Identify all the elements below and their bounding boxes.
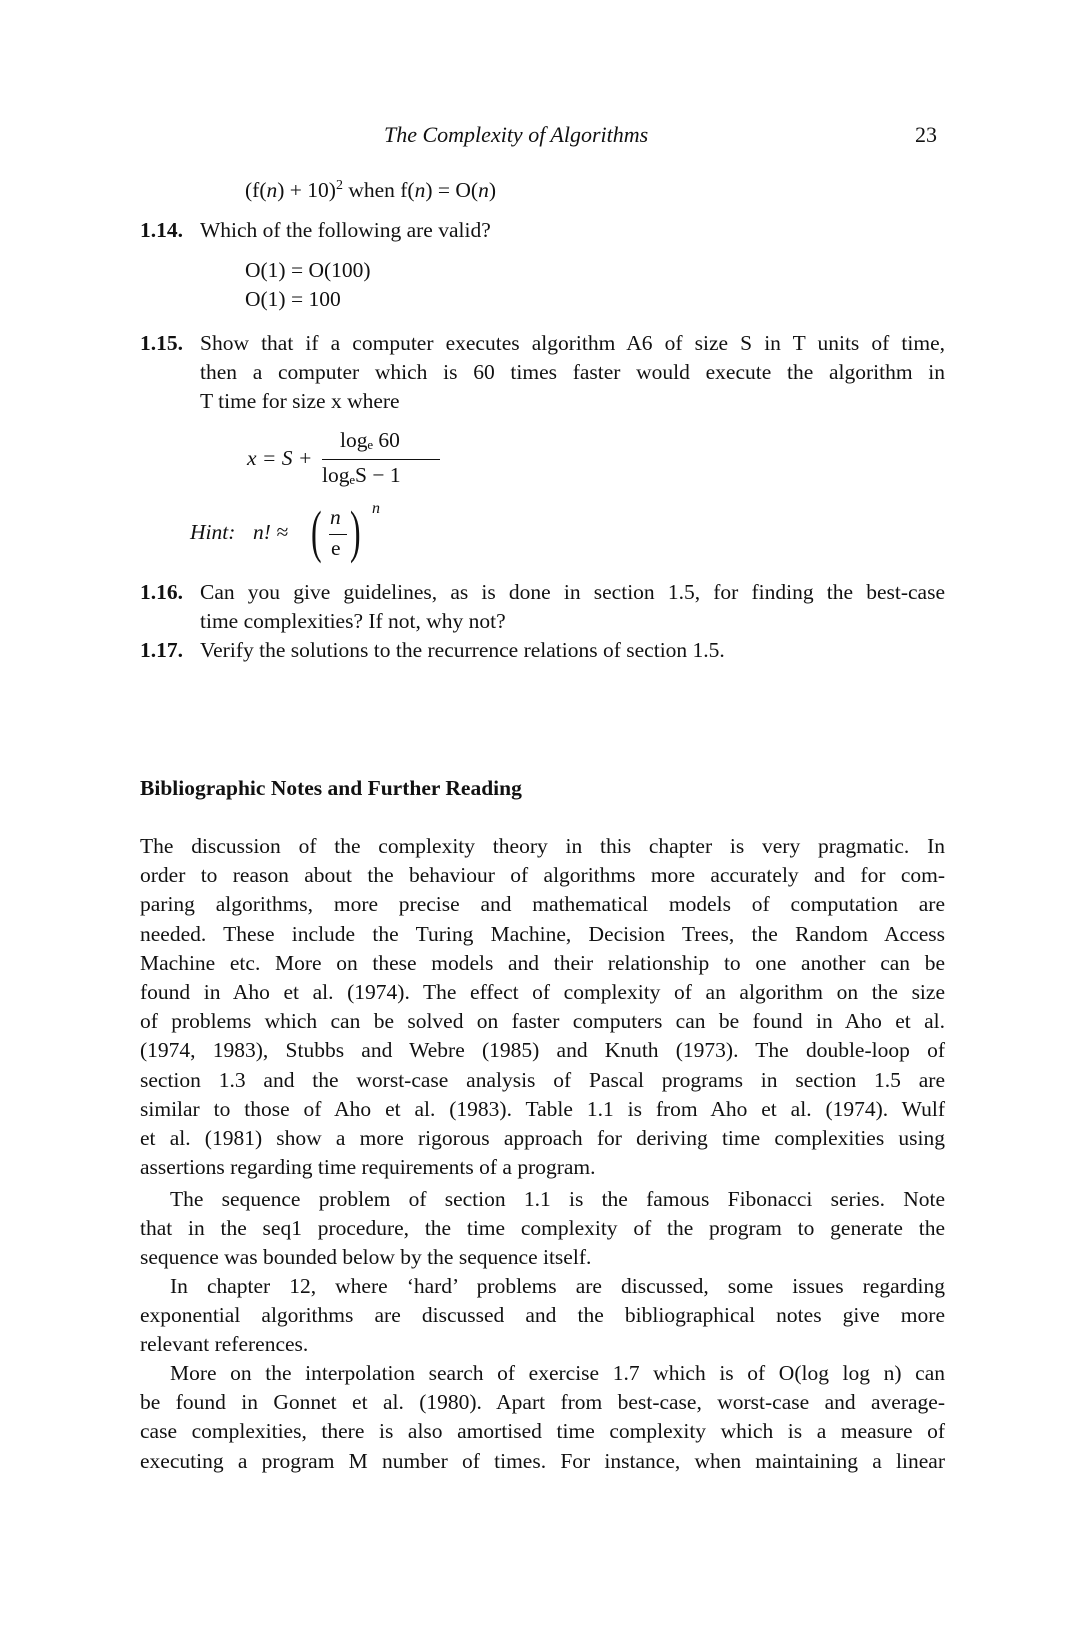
text-line: In chapter 12, where ‘hard’ problems are discussed, some issues regarding	[170, 1274, 945, 1298]
text-line: (1974, 1983), Stubbs and Webre (1985) and Knuth (1973). The double-loop of	[140, 1038, 945, 1063]
text-line: of problems which can be solved on faster computers can be found in Aho et al.	[140, 1009, 945, 1034]
exercise-number: 1.17.	[140, 638, 183, 662]
text-line: found in Aho et al. (1974). The effect of complexity of an algorithm on the size	[140, 980, 945, 1005]
exercise-1-15	[140, 329, 945, 416]
text-line: The sequence problem of section 1.1 is the famous Fibonacci series. Note	[170, 1187, 945, 1211]
exercise-text	[200, 329, 945, 416]
paragraph-2	[140, 1185, 945, 1273]
formula-lhs: x = S +	[247, 446, 313, 470]
paragraph-1	[140, 832, 945, 1182]
paragraph-3	[140, 1272, 945, 1360]
continued-expression: $(f(n) + 10)^2$ when f(n) = O(n)	[245, 178, 496, 203]
exercise-text: Which of the following are valid?	[200, 218, 491, 242]
text-line: similar to those of Aho et al. (1983). Table 1.1 is from Aho et al. (1974). Wulf	[140, 1096, 945, 1121]
exercise-1-17	[140, 636, 945, 665]
running-title: The Complexity of Algorithms	[384, 122, 649, 147]
text-line: Show that if a computer executes algorithm A6 of size S in T units of time,	[200, 331, 945, 355]
big-o-statement-2: O(1) = 100	[245, 287, 341, 311]
text-line: T time for size x where	[200, 389, 400, 413]
text-line: then a computer which is 60 times faster would execute the algorithm in	[200, 360, 945, 384]
text-line: be found in Gonnet et al. (1980). Apart from best-case, worst-case and average-	[140, 1390, 945, 1415]
hint-lhs: n! ≈	[253, 520, 289, 544]
exercise-text	[200, 636, 945, 665]
exercise-1-16	[140, 578, 945, 636]
text-line: paring algorithms, more precise and mathematical models of computation are	[140, 892, 945, 917]
text-line: executing a program M number of times. For instance, when maintaining a linear	[140, 1448, 945, 1473]
exercise-1-14	[140, 216, 945, 245]
text-line: et al. (1981) show a more rigorous approach for deriving time complexities using	[140, 1126, 945, 1151]
exercise-number: 1.15.	[140, 331, 183, 355]
fraction-denominator: logₑS − 1	[322, 463, 401, 487]
fraction-numerator: logₑ 60	[340, 428, 400, 452]
text-line: Machine etc. More on these models and their relationship to one another can be	[140, 950, 945, 975]
big-o-statement-1: O(1) = O(100)	[245, 258, 371, 282]
page-number: 23	[915, 122, 937, 147]
text-line: section 1.3 and the worst-case analysis of Pascal programs in section 1.5 are	[140, 1067, 945, 1092]
text-line: order to reason about the behaviour of algorithms more accurately and for com-	[140, 863, 945, 888]
text-line: exponential algorithms are discussed and the bibliographical notes give more	[140, 1303, 945, 1328]
text-line: assertions regarding time requirements of a program.	[140, 1155, 596, 1180]
text-line: relevant references.	[140, 1332, 309, 1357]
section-heading: Bibliographic Notes and Further Reading	[140, 776, 522, 800]
exercise-number: 1.14.	[140, 218, 183, 242]
hint-exponent: n	[372, 500, 380, 517]
text-line: time complexities? If not, why not?	[200, 609, 506, 633]
text-line: Can you give guidelines, as is done in section 1.5, for finding the best-case	[200, 580, 945, 604]
text-line: More on the interpolation search of exercise 1.7 which is of O(log log n) can	[170, 1361, 945, 1385]
hint-fraction	[327, 505, 351, 565]
text-line: Verify the solutions to the recurrence relations of section 1.5.	[200, 638, 725, 662]
paragraph-4	[140, 1359, 945, 1476]
text-line: sequence was bounded below by the sequence itself.	[140, 1245, 592, 1270]
text-line: case complexities, there is also amortised time complexity which is a measure of	[140, 1419, 945, 1444]
hint-denominator: e	[331, 536, 341, 560]
text-line: that in the seq1 procedure, the time complexity of the program to generate the	[140, 1216, 945, 1241]
text-line: needed. These include the Turing Machine, Decision Trees, the Random Access	[140, 921, 945, 946]
text-line: The discussion of the complexity theory in this chapter is very pragmatic. In	[140, 834, 945, 858]
fraction-bar	[322, 459, 440, 460]
hint-numerator: n	[330, 505, 341, 529]
exercise-text	[200, 578, 945, 636]
formula-fraction	[322, 428, 440, 488]
exercise-number: 1.16.	[140, 580, 183, 604]
hint-label: Hint:	[190, 520, 236, 544]
left-paren: (	[311, 499, 322, 564]
right-paren: )	[350, 499, 361, 564]
